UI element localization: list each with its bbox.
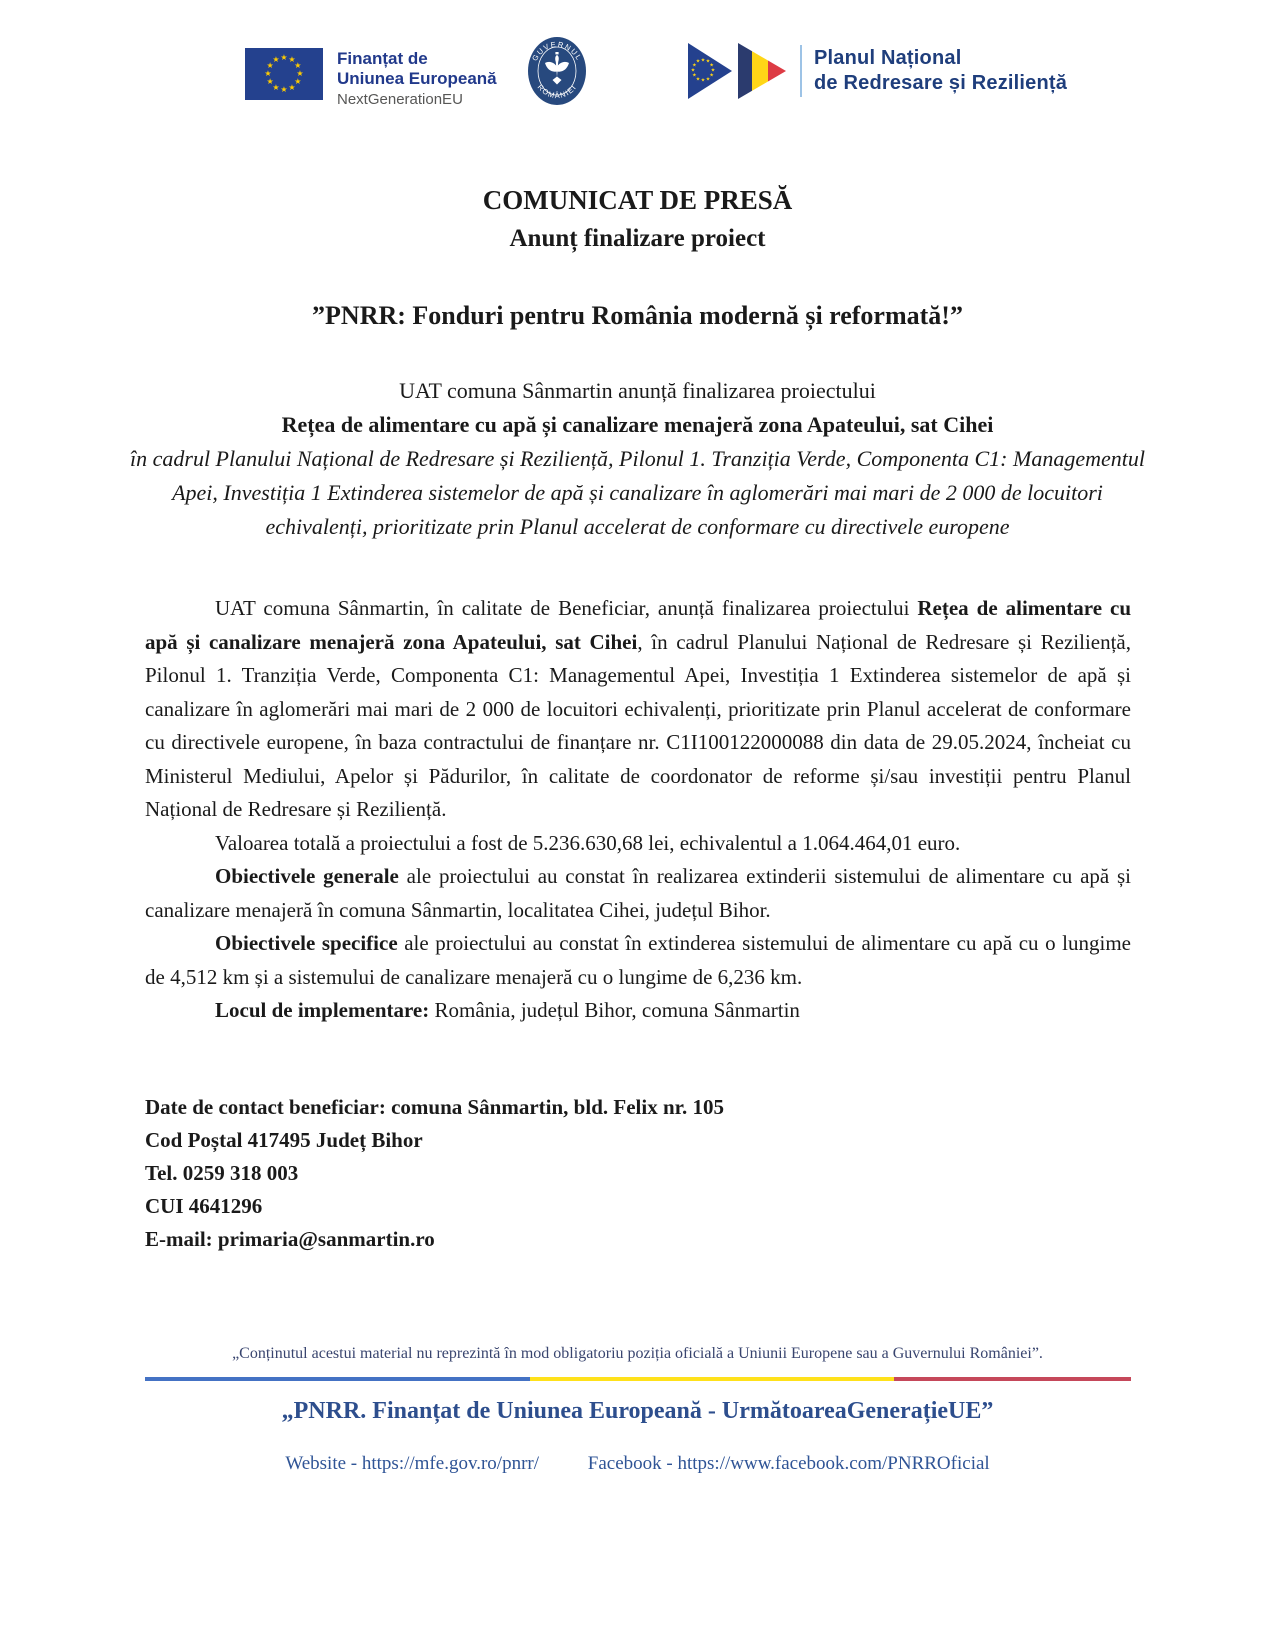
- body-paragraph-5: [145, 994, 1131, 1028]
- body-paragraph-1: [145, 592, 1131, 827]
- body-paragraph-2: Valoarea totală a proiectului a fost de 5.236.630,68 lei, echivalentul a 1.064.464,01 euro.: [215, 830, 961, 855]
- contact-line-phone: Tel. 0259 318 003: [145, 1161, 299, 1185]
- p1-project-name: Rețea de alimentare cu apă și canalizare menajeră zona Apateului, sat Cihei: [145, 596, 1132, 654]
- contact-block: [145, 1091, 724, 1256]
- tricolor-divider: [145, 1377, 1131, 1381]
- pnrr-logo-text: [814, 46, 1067, 96]
- p1-text-post: , în cadrul Planului Național de Redresare și Reziliență, Pilonul 1. Tranziția Verde, Componenta C1: Managementul Apei, Investiția 1 Extinderea sistemelor de apă și canalizare în aglomerări mai mari de 2 000 de locuitori echivalenți, prioritizate prin Planul accelerat de conformare cu directivele europene, în baza contractului de finanțare nr. C1I100122000088 din data de 29.05.2024, încheiat cu Ministerul Mediului, Apelor și Pădurilor, în calitate de coordonator de reforme și/sau investiții pentru Planul Național de Redresare și Reziliență.: [145, 629, 1131, 821]
- pnrr-logo: [688, 42, 1067, 100]
- facebook-link[interactable]: Facebook - https://www.facebook.com/PNRROficial: [587, 1453, 990, 1474]
- footer-links: [0, 1453, 1275, 1475]
- contact-line-email: E-mail: primaria@sanmartin.ro: [145, 1227, 435, 1251]
- nextgeneration-eu-label: NextGenerationEU: [337, 91, 463, 108]
- eu-flag-icon: ★ ★ ★ ★ ★ ★ ★ ★ ★ ★ ★ ★: [245, 48, 323, 100]
- program-description: în cadrul Planului Național de Redresare și Reziliență, Pilonul 1. Tranziția Verde, Componenta C1: Managementul Apei, Investiția 1 Extinderea sistemelor de apă și canalizare în aglomerări mai mari de 2 000 de locuitori echivalenți, prioritizate prin Planul accelerat de conformare cu directivele europene: [130, 446, 1145, 539]
- eu-funding-text: [337, 48, 497, 110]
- body-paragraph-4: [145, 927, 1131, 994]
- website-link[interactable]: Website - https://mfe.gov.ro/pnrr/: [285, 1453, 540, 1474]
- contact-line-cui: CUI 4641296: [145, 1194, 263, 1218]
- implementation-place-text: România, județul Bihor, comuna Sânmartin: [429, 998, 800, 1022]
- title-block: [0, 185, 1275, 253]
- contact-line-postal-code: Cod Poștal 417495 Județ Bihor: [145, 1128, 423, 1152]
- divider-segment-blue: [145, 1377, 530, 1381]
- gov-seal-text-bottom: ROMÂNIEI: [535, 82, 579, 101]
- intro-announcement: UAT comuna Sânmartin anunță finalizarea proiectului: [399, 378, 876, 403]
- divider-segment-yellow: [530, 1377, 895, 1381]
- implementation-place-label: Locul de implementare:: [215, 998, 430, 1022]
- romanian-government-seal-icon: [526, 34, 588, 113]
- press-release-title: COMUNICAT DE PRESĂ: [482, 185, 793, 215]
- p1-text-pre: UAT comuna Sânmartin, în calitate de Beneficiar, anunță finalizarea proiectului: [215, 596, 918, 620]
- eu-funding-line1: Finanțat de: [337, 49, 428, 68]
- body-text: [145, 592, 1131, 1028]
- gov-seal-text-top: GUVERNUL: [530, 39, 584, 63]
- general-objectives-label: Obiectivele generale: [215, 864, 399, 888]
- divider-segment-red: [894, 1377, 1131, 1381]
- pnrr-separator: [800, 45, 802, 97]
- specific-objectives-text: ale proiectului au constat în extinderea sistemului de alimentare cu apă cu o lungime de 4,512 km și a sistemului de canalizare menajeră cu o lungime de 6,236 km.: [145, 931, 1131, 989]
- footer-slogan: „PNRR. Finanțat de Uniunea Europeană - UrmătoareaGenerațieUE”: [281, 1398, 994, 1424]
- general-objectives-text: ale proiectului au constat în realizarea extinderii sistemului de alimentare cu apă și canalizare menajeră în comuna Sânmartin, localitatea Cihei, județul Bihor.: [145, 864, 1132, 922]
- intro-block: [120, 374, 1155, 544]
- eu-funding-logo: [245, 48, 497, 110]
- eu-funding-line2: Uniunea Europeană: [337, 69, 497, 88]
- specific-objectives-label: Obiectivele specifice: [215, 931, 398, 955]
- pnrr-triangles-icon: [688, 42, 786, 100]
- pnrr-stars-ring: ★ ★ ★ ★ ★ ★ ★ ★ ★ ★ ★ ★: [690, 58, 716, 84]
- pnrr-logo-line2: de Redresare și Reziliență: [814, 72, 1068, 94]
- body-paragraph-3: [145, 860, 1131, 927]
- project-title: Rețea de alimentare cu apă și canalizare menajeră zona Apateului, sat Cihei: [281, 412, 994, 437]
- contact-line-address: Date de contact beneficiar: comuna Sânmartin, bld. Felix nr. 105: [145, 1095, 725, 1119]
- campaign-slogan: ”PNRR: Fonduri pentru România modernă și reformată!”: [312, 301, 963, 330]
- pnrr-logo-line1: Planul Național: [814, 47, 962, 69]
- disclaimer-note: „Conținutul acestui material nu reprezintă în mod obligatoriu poziția oficială a Uniunii Europene sau a Guvernului României”.: [232, 1345, 1043, 1362]
- press-release-subtitle: Anunț finalizare proiect: [509, 225, 766, 252]
